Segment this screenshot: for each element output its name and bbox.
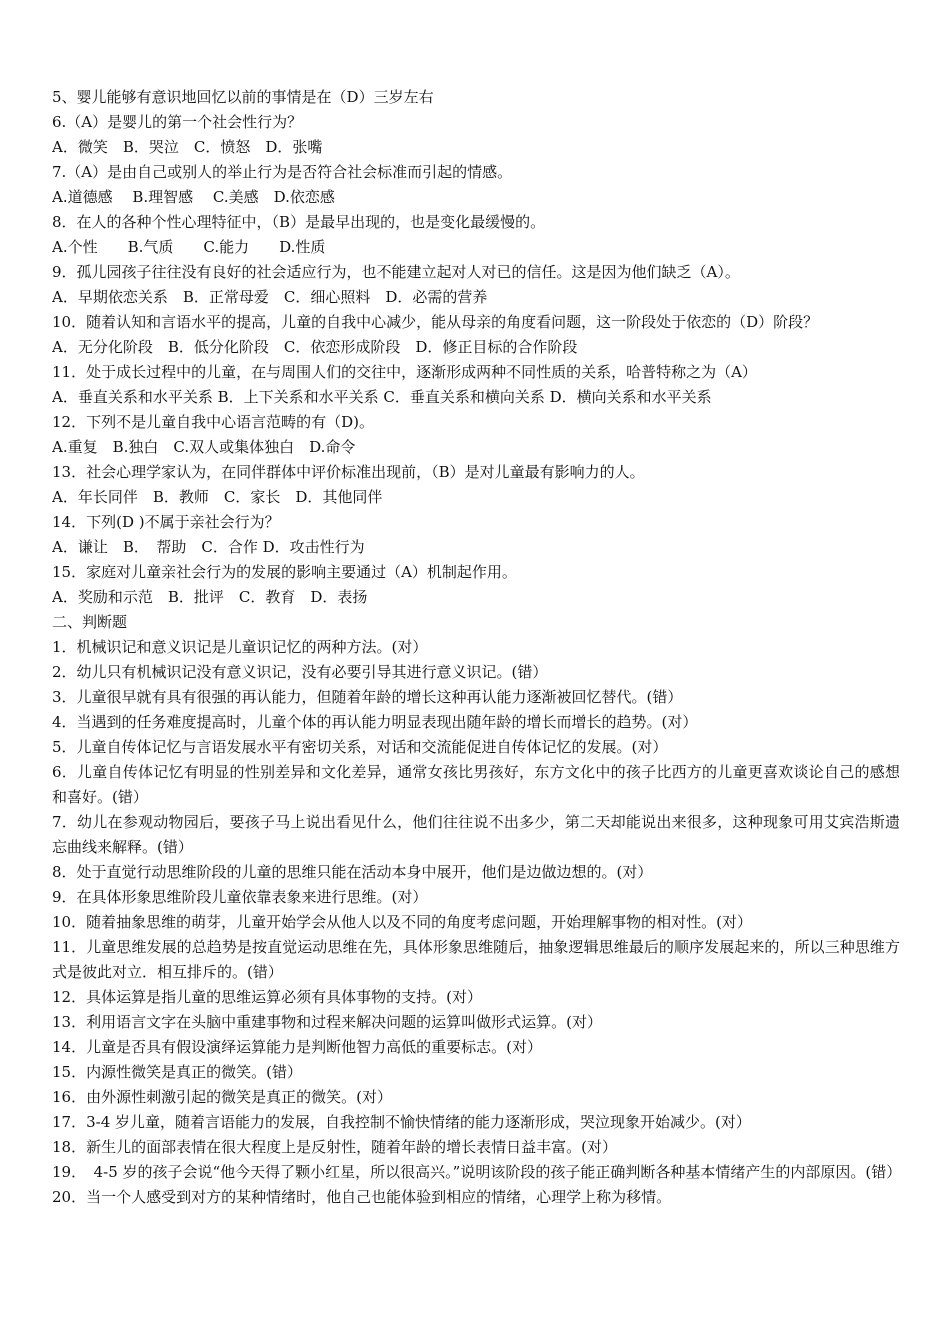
question-15-options: A．奖励和示范 B．批评 C．教育 D．表扬 [52,588,368,606]
judgment-9: 9．在具体形象思维阶段儿童依靠表象来进行思维。(对） [52,888,428,906]
judgment-16: 16．由外源性刺激引起的微笑是真正的微笑。(对） [52,1088,392,1106]
section-heading-true-false: 二、判断题 [52,613,128,631]
judgment-6: 6．儿童自传体记忆有明显的性别差异和文化差异，通常女孩比男孩好，东方文化中的孩子比西方的儿童更喜欢谈论自己的感想和喜好。(错） [52,763,900,806]
judgment-12: 12．具体运算是指儿童的思维运算必须有具体事物的支持。(对） [52,988,482,1006]
question-8: 8．在人的各种个性心理特征中，（B）是最早出现的，也是变化最缓慢的。 [52,213,546,231]
question-13-options: A．年长同伴 B．教师 C．家长 D．其他同伴 [52,488,383,506]
question-7-options: A.道德感 B.理智感 C.美感 D.依恋感 [52,188,335,206]
judgment-13: 13．利用语言文字在头脑中重建事物和过程来解决问题的运算叫做形式运算。(对） [52,1013,602,1031]
question-15: 15．家庭对儿童亲社会行为的发展的影响主要通过（A）机制起作用。 [52,563,517,581]
question-10: 10．随着认知和言语水平的提高，儿童的自我中心减少，能从母亲的角度看问题，这一阶段处于依恋的（D）阶段？ [52,313,819,331]
judgment-14: 14．儿童是否具有假设演绎运算能力是判断他智力高低的重要标志。(对） [52,1038,542,1056]
question-12: 12．下列不是儿童自我中心语言范畴的有（D)。 [52,413,374,431]
question-14-options: A．谦让 B． 帮助 C．合作 D．攻击性行为 [52,538,365,556]
question-7: 7.（A）是由自己或别人的举止行为是否符合社会标准而引起的情感。 [52,163,513,181]
question-8-options: A.个性 B.气质 C.能力 D.性质 [52,238,326,256]
judgment-10: 10．随着抽象思维的萌芽，儿童开始学会从他人以及不同的角度考虑问题，开始理解事物的相对性。(对） [52,913,752,931]
judgment-2: 2．幼儿只有机械识记没有意义识记，没有必要引导其进行意义识记。(错） [52,663,548,681]
question-13: 13．社会心理学家认为，在同伴群体中评价标准出现前，（B）是对儿童最有影响力的人。 [52,463,645,481]
judgment-18: 18．新生儿的面部表情在很大程度上是反射性，随着年龄的增长表情日益丰富。(对） [52,1138,617,1156]
judgment-5: 5．儿童自传体记忆与言语发展水平有密切关系，对话和交流能促进自传体记忆的发展。(对） [52,738,668,756]
document-page [52,85,900,1210]
question-12-options: A.重复 B.独白 C.双人或集体独白 D.命令 [52,438,356,456]
judgment-7: 7．幼儿在参观动物园后，要孩子马上说出看见什么，他们往往说不出多少，第二天却能说出来很多，这种现象可用艾宾浩斯遗忘曲线来解释。(错） [52,813,900,856]
judgment-17: 17．3-4 岁儿童，随着言语能力的发展，自我控制不愉快情绪的能力逐渐形成，哭泣现象开始减少。(对） [52,1113,751,1131]
judgment-1: 1．机械识记和意义识记是儿童识记忆的两种方法。(对） [52,638,428,656]
question-10-options: A．无分化阶段 B．低分化阶段 C．依恋形成阶段 D．修正目标的合作阶段 [52,338,578,356]
question-5: 5、婴儿能够有意识地回忆以前的事情是在（D）三岁左右 [52,88,434,106]
judgment-8: 8．处于直觉行动思维阶段的儿童的思维只能在活动本身中展开，他们是边做边想的。(对） [52,863,653,881]
judgment-4: 4．当遇到的任务难度提高时，儿童个体的再认能力明显表现出随年龄的增长而增长的趋势。(对） [52,713,698,731]
question-9: 9．孤儿园孩子往往没有良好的社会适应行为，也不能建立起对人对已的信任。这是因为他们缺乏（A）。 [52,263,740,281]
question-9-options: A．早期依恋关系 B．正常母爱 C．细心照料 D．必需的营养 [52,288,488,306]
question-6: 6.（A）是婴儿的第一个社会性行为？ [52,113,303,131]
question-11-options: A．垂直关系和水平关系 B．上下关系和水平关系 C．垂直关系和横向关系 D．横向关系和水平关系 [52,388,712,406]
judgment-3: 3．儿童很早就有具有很强的再认能力，但随着年龄的增长这种再认能力逐渐被回忆替代。(错） [52,688,683,706]
question-14: 14．下列(D )不属于亲社会行为？ [52,513,280,531]
judgment-15: 15．内源性微笑是真正的微笑。(错） [52,1063,302,1081]
question-6-options: A．微笑 B．哭泣 C．愤怒 D．张嘴 [52,138,323,156]
question-11: 11．处于成长过程中的儿童，在与周围人们的交往中，逐渐形成两种不同性质的关系，哈普特称之为（A） [52,363,757,381]
judgment-19: 19． 4-5 岁的孩子会说“他今天得了颗小红星，所以很高兴。”说明该阶段的孩子能正确判断各种基本情绪产生的内部原因。(错） [52,1163,902,1181]
judgment-11: 11．儿童思维发展的总趋势是按直觉运动思维在先，具体形象思维随后，抽象逻辑思维最后的顺序发展起来的，所以三种思维方式是彼此对立．相互排斥的。(错） [52,938,900,981]
judgment-20: 20．当一个人感受到对方的某种情绪时，他自己也能体验到相应的情绪，心理学上称为移情。 [52,1188,672,1206]
